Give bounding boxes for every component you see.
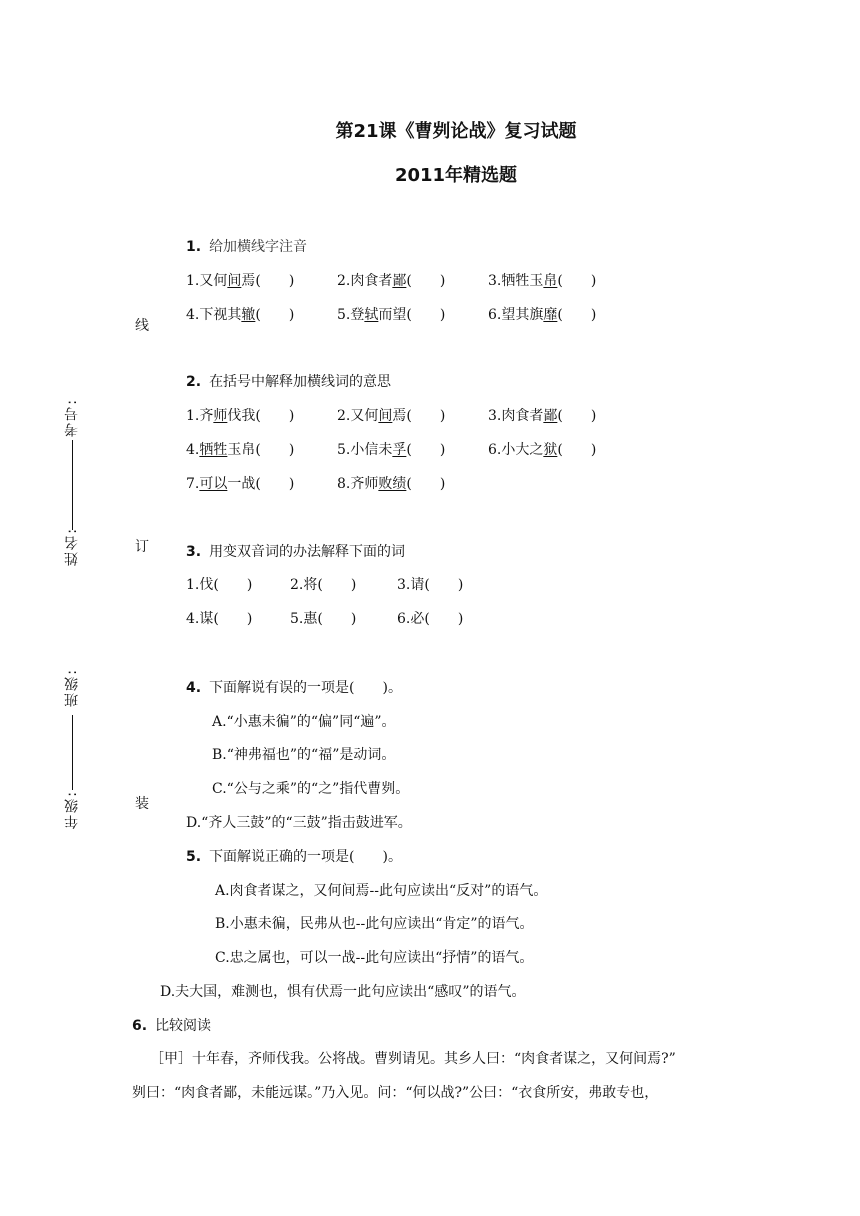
q2-item-1: 1.齐师伐我( ) — [186, 408, 295, 424]
q1-item-4: 4.下视其辙( ) — [186, 307, 295, 323]
grade-label: 年级: — [64, 790, 80, 829]
q3-item-5: 5.惠( ) — [290, 611, 357, 627]
q2-item-8: 8.齐师败绩( ) — [337, 476, 446, 492]
question-3: 3. 用变双音词的办法解释下面的词 — [186, 544, 406, 560]
q1-item-5: 5.登轼而望( ) — [337, 307, 446, 323]
q2-item-2: 2.又何间焉( ) — [337, 408, 446, 424]
page-title: 第21课《曹刿论战》复习试题 — [335, 121, 577, 142]
passage-line-1: ［甲］十年春，齐师伐我。公将战。曹刿请见。其乡人曰：“肉食者谋之，又何间焉?” — [150, 1051, 676, 1067]
q4-option-d: D.“齐人三鼓”的“三鼓”指击鼓进军。 — [186, 815, 412, 831]
question-5: 5. 下面解说正确的一项是( )。 — [186, 849, 402, 865]
q2-item-6: 6.小大之狱( ) — [488, 442, 597, 458]
q1-item-6: 6.望其旗靡( ) — [488, 307, 597, 323]
q5-option-d: D.夫大国，难测也，惧有伏焉一此句应读出“感叹”的语气。 — [160, 984, 526, 1000]
q1-item-3: 3.牺牲玉帛( ) — [488, 273, 597, 289]
q2-item-3: 3.肉食者鄙( ) — [488, 408, 597, 424]
class-line — [72, 715, 73, 790]
class-label: 班级: — [64, 668, 80, 707]
exam-number-line — [72, 440, 73, 530]
q2-item-7: 7.可以一战( ) — [186, 476, 295, 492]
q3-item-1: 1.伐( ) — [186, 577, 253, 593]
page-subtitle: 2011年精选题 — [394, 165, 518, 186]
q3-item-2: 2.将( ) — [290, 577, 357, 593]
q3-item-4: 4.谋( ) — [186, 611, 253, 627]
question-4: 4. 下面解说有误的一项是( )。 — [186, 680, 402, 696]
exam-number-label: 考号: — [64, 398, 80, 437]
q4-option-a: A.“小惠未徧”的“偏”同“遍”。 — [212, 714, 396, 730]
question-6: 6. 比较阅读 — [132, 1018, 212, 1034]
q3-item-6: 6.必( ) — [397, 611, 464, 627]
q1-item-1: 1.又何间焉( ) — [186, 273, 295, 289]
q2-item-5: 5.小信未孚( ) — [337, 442, 446, 458]
q1-item-2: 2.肉食者鄙( ) — [337, 273, 446, 289]
q2-item-4: 4.牺牲玉帛( ) — [186, 442, 295, 458]
q4-option-c: C.“公与之乘”的“之”指代曹刿。 — [212, 781, 410, 797]
margin-mark-zhuang: 装 — [135, 796, 149, 812]
margin-mark-xian: 线 — [135, 318, 149, 334]
passage-line-2: 刿曰：“肉食者鄙，未能远谋。”乃入见。问：“何以战?”公曰：“衣食所安，弗敢专也， — [132, 1085, 659, 1101]
question-1: 1. 给加横线字注音 — [186, 239, 308, 255]
q3-item-3: 3.请( ) — [397, 577, 464, 593]
q5-option-b: B.小惠未徧，民弗从也--此句应读出“肯定”的语气。 — [215, 916, 534, 932]
question-2: 2. 在括号中解释加横线词的意思 — [186, 374, 392, 390]
name-label: 姓名: — [64, 527, 80, 566]
q5-option-a: A.肉食者谋之，又何间焉--此句应读出“反对”的语气。 — [215, 883, 548, 899]
q5-option-c: C.忠之属也，可以一战--此句应读出“抒情”的语气。 — [215, 950, 534, 966]
margin-mark-ding: 订 — [135, 539, 149, 555]
q4-option-b: B.“神弗福也”的“福”是动词。 — [212, 747, 396, 763]
